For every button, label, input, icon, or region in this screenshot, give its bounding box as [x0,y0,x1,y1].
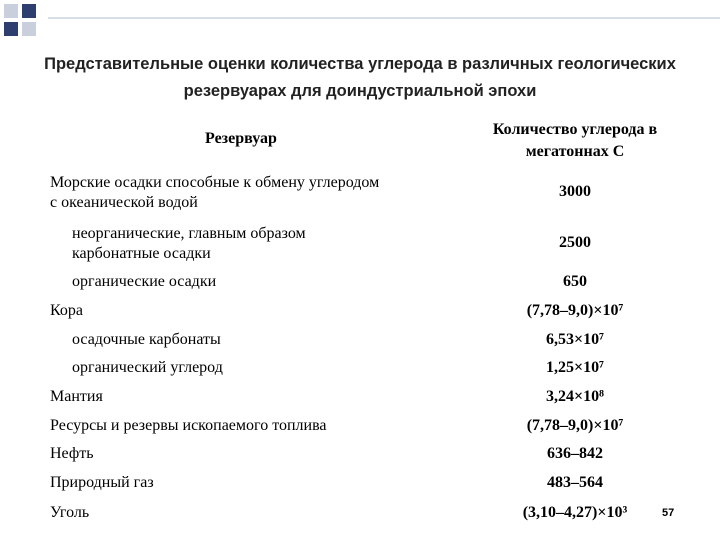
row-value-sedimentary-carbonates: 6,53×10⁷ [546,331,604,348]
header-rule [48,17,720,19]
row-value-crust: (7,78–9,0)×10⁷ [526,302,624,319]
row-label-organic-carbon: органический углерод [72,359,223,376]
deco-square-4 [22,22,36,36]
row-value-coal: (3,10–4,27)×10³ [522,504,628,521]
decorative-header [0,0,720,40]
row-label-fossil-fuels: Ресурсы и резервы ископаемого топлива [50,417,327,434]
row-value-fossil-fuels: (7,78–9,0)×10⁷ [526,417,624,434]
row-label-crust: Кора [50,302,83,319]
row-value-inorganic-sediments: 2500 [559,234,591,251]
slide-title: Представительные оценки количества углерода в различных геологических резервуарах для доиндустриальной эпохи [44,55,676,100]
column-header-reservoir: Резервуар [205,130,277,147]
row-value-organic-carbon: 1,25×10⁷ [546,359,604,376]
deco-square-3 [4,22,18,36]
row-value-mantle: 3,24×10⁸ [546,388,604,405]
column-header-quantity: Количество углерода в мегатоннах С [492,121,658,160]
row-label-inorganic-sediments: неорганические, главным образом карбонатные осадки [72,225,306,262]
row-value-natural-gas: 483–564 [547,474,603,491]
deco-square-2 [22,4,36,18]
row-label-organic-sediments: органические осадки [72,273,217,290]
row-label-natural-gas: Природный газ [50,474,154,491]
row-label-coal: Уголь [50,504,90,521]
row-label-mantle: Мантия [50,388,103,405]
row-label-sedimentary-carbonates: осадочные карбонаты [72,331,221,348]
row-value-marine-sediments: 3000 [559,183,591,200]
deco-square-1 [4,4,18,18]
row-label-marine-sediments: Морские осадки способные к обмену углеродом с океанической водой [50,174,380,211]
page-number: 57 [662,507,675,519]
row-label-oil: Нефть [50,445,94,462]
row-value-organic-sediments: 650 [563,273,587,290]
row-value-oil: 636–842 [547,445,603,462]
